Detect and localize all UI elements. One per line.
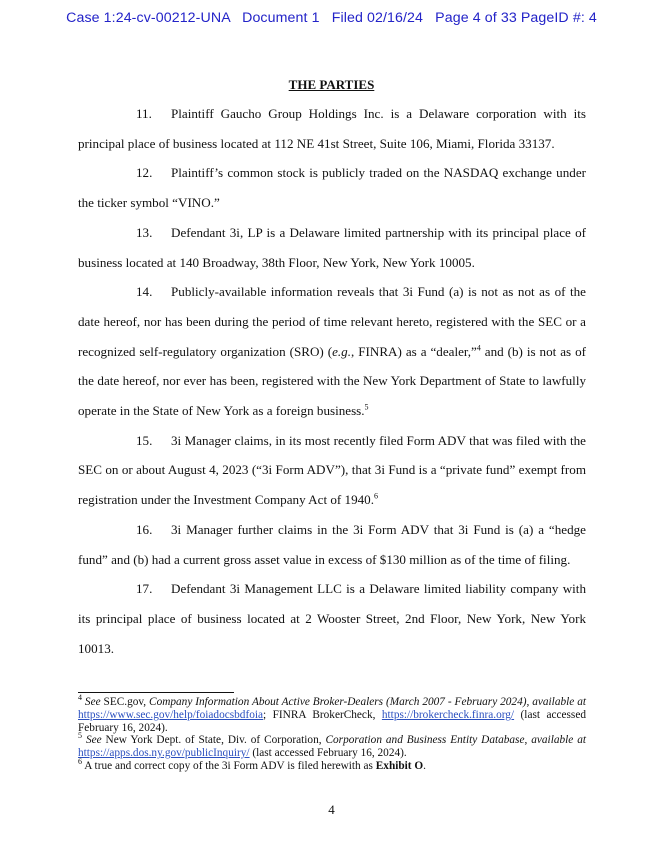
footnotes xyxy=(78,693,587,773)
paragraph-14 xyxy=(78,277,586,426)
footnote-text: ; FINRA BrokerCheck, xyxy=(263,708,382,721)
footnote-number: 4 xyxy=(78,693,82,703)
paragraph-number: 16. xyxy=(136,521,153,537)
footnote-text: , xyxy=(524,734,532,747)
paragraph-number: 11. xyxy=(136,106,152,121)
document-body xyxy=(78,99,586,663)
section-title: THE PARTIES xyxy=(288,77,375,92)
footnote-5 xyxy=(78,731,587,760)
paragraph-text: , FINRA) as a “dealer,” xyxy=(351,343,477,359)
available-at: available at xyxy=(531,734,587,747)
footnote-6 xyxy=(78,757,586,773)
exhibit-reference: Exhibit O xyxy=(375,759,424,772)
footnote-text: A true and correct copy of the 3i Form ADV is filed herewith as xyxy=(82,759,376,772)
footnote-ref-5[interactable]: 5 xyxy=(364,402,369,412)
footnote-number: 6 xyxy=(78,757,82,767)
eg-abbrev: e.g. xyxy=(332,343,351,359)
finra-link[interactable]: https://brokercheck.finra.org/ xyxy=(381,708,515,721)
page-number: 4 xyxy=(328,802,335,817)
footnote-ref-6[interactable]: 6 xyxy=(374,491,379,501)
paragraph-number: 13. xyxy=(136,224,153,240)
footnote-number: 5 xyxy=(78,731,82,741)
paragraph-text: Defendant 3i, LP is a Delaware limited partnership with its principal place of business located at 140 Broadway, 38th Floor, New York, New York 10005. xyxy=(78,224,586,270)
footnote-text: (last accessed February 16, 2024). xyxy=(249,747,407,760)
paragraph-13 xyxy=(78,218,586,277)
signal-see: See xyxy=(84,696,101,708)
footnote-text: . xyxy=(423,759,426,772)
footnote-ref-4[interactable]: 4 xyxy=(476,343,481,353)
footnote-4 xyxy=(78,693,586,734)
case-header: Case 1:24-cv-00212-UNA Document 1 Filed 02/16/24 Page 4 of 33 PageID #: 4 xyxy=(66,10,597,26)
signal-see: See xyxy=(85,734,102,747)
paragraph-text: Defendant 3i Management LLC is a Delaware limited liability company with its principal place of business located at 2 Wooster Street, 2nd Floor, New York, New York 10013. xyxy=(78,581,586,656)
footnote-text: (last accessed February 16, 2024). xyxy=(78,708,586,734)
paragraph-17 xyxy=(78,574,586,663)
sec-link[interactable]: https://www.sec.gov/help/foiadocsbdfoia xyxy=(78,708,264,721)
paragraph-text: and (b) is not as of the date hereof, nor ever has been, registered with the New York Department of State to lawfully operate in the State of New York as a foreign business. xyxy=(78,343,587,419)
paragraph-text: Plaintiff’s common stock is publicly traded on the NASDAQ exchange under the ticker symbol “VINO.” xyxy=(78,165,586,211)
source-title: Corporation and Business Entity Database xyxy=(325,734,525,747)
paragraph-text: Plaintiff Gaucho Group Holdings Inc. is a Delaware corporation with its principal place of business located at 112 NE 41st Street, Suite 106, Miami, Florida 33137. xyxy=(78,106,586,151)
paragraph-15 xyxy=(78,426,586,515)
paragraph-11 xyxy=(78,99,586,158)
source-title: Company Information About Active Broker-Dealers (March 2007 - February 2024), available at xyxy=(149,696,586,708)
paragraph-number: 17. xyxy=(136,581,153,597)
footnote-text: SEC.gov, xyxy=(100,696,150,708)
paragraph-number: 12. xyxy=(136,165,153,181)
paragraph-text: 3i Manager further claims in the 3i Form ADV that 3i Fund is (a) a “hedge fund” and (b) had a current gross asset value in excess of $130 million as of the time of filing. xyxy=(78,521,586,567)
paragraph-text: 3i Manager claims, in its most recently filed Form ADV that was filed with the SEC on or about August 4, 2023 (“3i Form ADV”), that 3i Fund is a “private fund” exempt from registration under the Investment Company Act of 1940. xyxy=(78,432,586,508)
footnote-text: New York Dept. of State, Div. of Corporation, xyxy=(101,734,326,747)
paragraph-number: 14. xyxy=(136,284,153,300)
paragraph-text: Publicly-available information reveals that 3i Fund (a) is not as not as of the date hereof, nor has been during the period of time relevant hereto, registered with the SEC or a recognized self-regulatory organization (SRO) ( xyxy=(78,284,586,359)
paragraph-12 xyxy=(78,158,586,217)
paragraph-number: 15. xyxy=(136,432,153,448)
paragraph-16 xyxy=(78,515,586,574)
nydos-link[interactable]: https://apps.dos.ny.gov/publicInquiry/ xyxy=(78,747,250,760)
footnote-divider xyxy=(78,692,234,693)
